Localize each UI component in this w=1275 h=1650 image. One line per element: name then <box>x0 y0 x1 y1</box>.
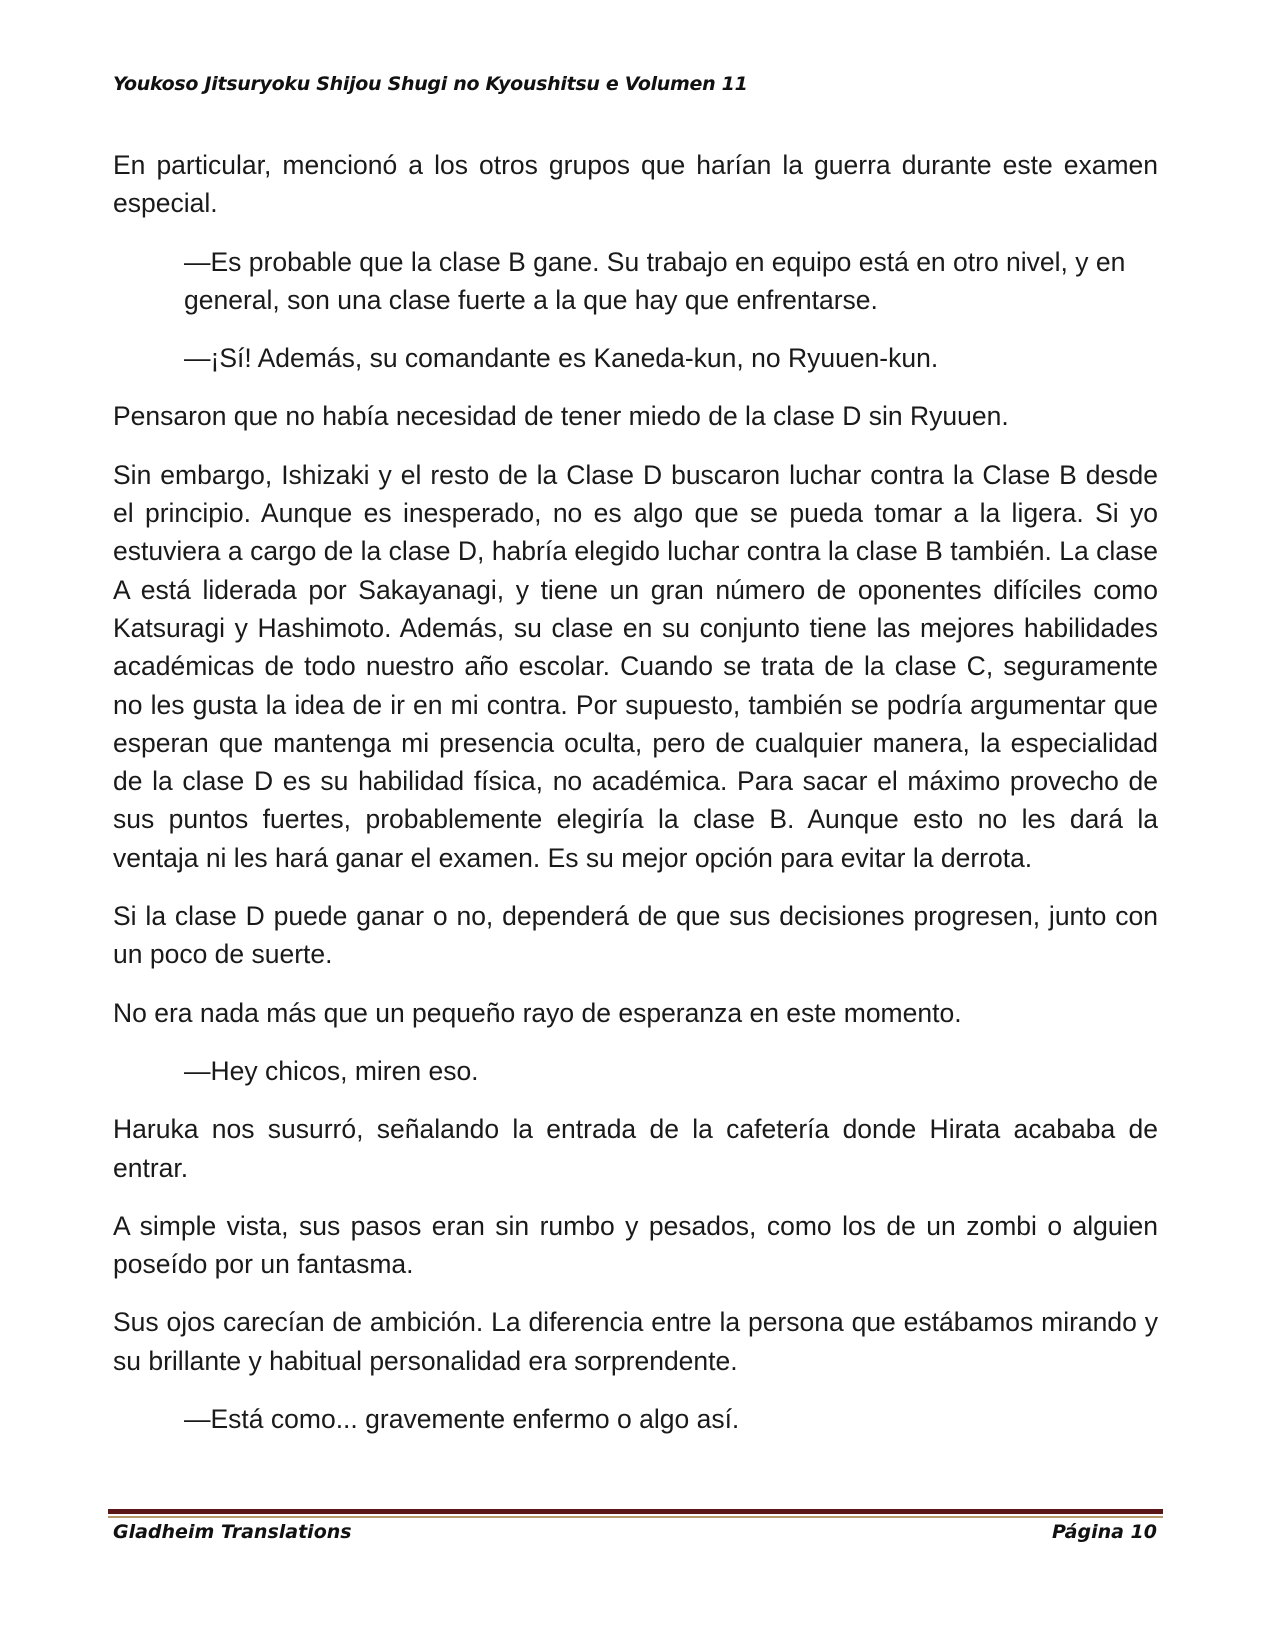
dialogue-line: —Está como... gravemente enfermo o algo así. <box>184 1404 740 1435</box>
dialogue-line: —¡Sí! Además, su comandante es Kaneda-kun, no Ryuuen-kun. <box>184 343 939 374</box>
page-number: Página 10 <box>1051 1521 1157 1543</box>
paragraph: Sus ojos carecían de ambición. La diferencia entre la persona que estábamos mirando y su brillante y habitual personalidad era sorprendente. <box>113 1307 1158 1376</box>
dialogue-line: —Es probable que la clase B gane. Su trabajo en equipo está en otro nivel, y en general, son una clase fuerte a la que hay que enfrentarse. <box>184 246 1126 315</box>
footer-rule-light <box>108 1516 1163 1518</box>
paragraph: Sin embargo, Ishizaki y el resto de la Clase D buscaron luchar contra la Clase B desde el principio. Aunque es inesperado, no es algo que se pueda tomar a la ligera. Si yo estuviera a cargo de la clase D, habría elegido luchar contra la clase B también. La clase A está liderada por Sakayanagi, y tiene un gran número de oponentes difíciles como Katsuragi y Hashimoto. Además, su clase en su conjunto tiene las mejores habilidades académicas de todo nuestro año escolar. Cuando se trata de la clase C, seguramente no les gusta la idea de ir en mi contra. Por supuesto, también se podría argumentar que esperan que mantenga mi presencia oculta, pero de cualquier manera, la especialidad de la clase D es su habilidad física, no académica. Para sacar el máximo provecho de sus puntos fuertes, probablemente elegiría la clase B. Aunque esto no les dará la ventaja ni les hará ganar el examen. Es su mejor opción para evitar la derrota. <box>113 459 1158 873</box>
paragraph: En particular, mencionó a los otros grupos que harían la guerra durante este examen especial. <box>113 150 1158 219</box>
paragraph: Si la clase D puede ganar o no, dependerá de que sus decisiones progresen, junto con un poco de suerte. <box>113 901 1158 970</box>
dialogue-line: —Hey chicos, miren eso. <box>184 1055 479 1086</box>
running-header: Youkoso Jitsuryoku Shijou Shugi no Kyoushitsu e Volumen 11 <box>113 73 748 95</box>
paragraph: A simple vista, sus pasos eran sin rumbo y pesados, como los de un zombi o alguien poseído por un fantasma. <box>113 1210 1158 1280</box>
footer-credit: Gladheim Translations <box>113 1521 352 1543</box>
body-text <box>113 146 1158 1458</box>
paragraph: Haruka nos susurró, señalando la entrada de la cafetería donde Hirata acababa de entrar. <box>113 1114 1158 1183</box>
footer-rule-dark <box>108 1509 1163 1514</box>
paragraph: No era nada más que un pequeño rayo de esperanza en este momento. <box>113 997 962 1028</box>
paragraph: Pensaron que no había necesidad de tener miedo de la clase D sin Ryuuen. <box>113 401 1009 432</box>
